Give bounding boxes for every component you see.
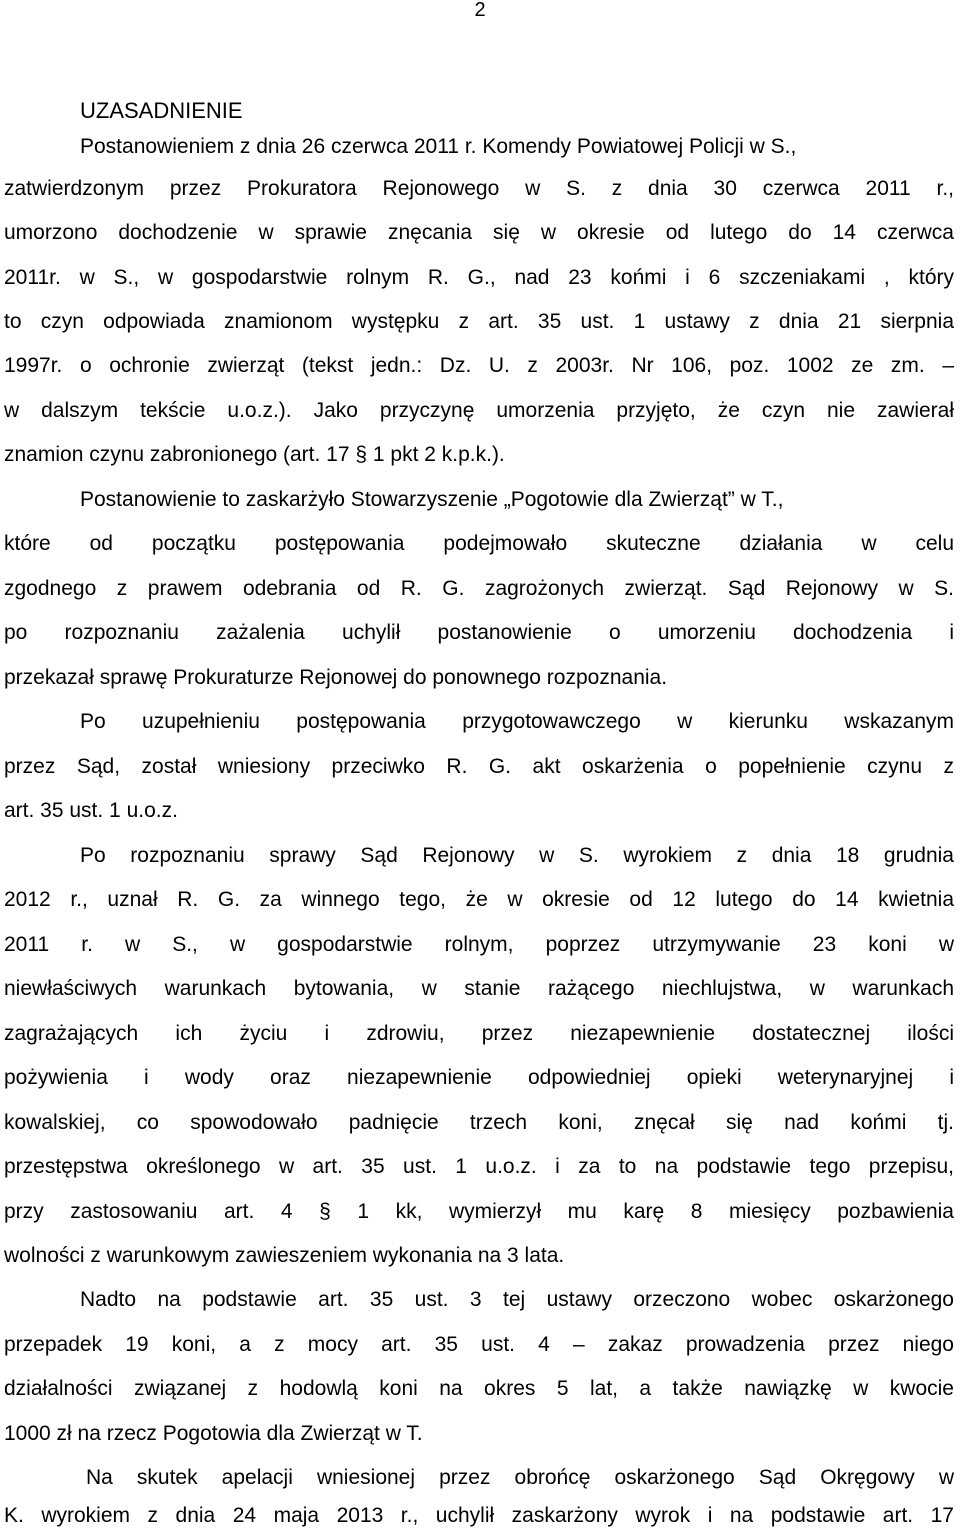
text-line: umorzono dochodzenie w sprawie znęcania się w okresie od lutego do 14 czerwca <box>4 221 954 244</box>
text-line: Postanowieniem z dnia 26 czerwca 2011 r. Komendy Powiatowej Policji w S., <box>80 135 797 158</box>
text-line: zagrażających ich życiu i zdrowiu, przez niezapewnienie dostatecznej ilości <box>4 1022 954 1045</box>
text-line: znamion czynu zabronionego (art. 17 § 1 pkt 2 k.p.k.). <box>4 443 505 466</box>
text-line: zatwierdzonym przez Prokuratora Rejonowego w S. z dnia 30 czerwca 2011 r., <box>4 177 954 200</box>
text-line: Postanowienie to zaskarżyło Stowarzyszenie „Pogotowie dla Zwierząt” w T., <box>80 488 784 511</box>
text-line: Na skutek apelacji wniesionej przez obrońcę oskarżonego Sąd Okręgowy w <box>86 1466 954 1489</box>
text-line: po rozpoznaniu zażalenia uchylił postanowienie o umorzeniu dochodzenia i <box>4 621 954 644</box>
text-line: 2012 r., uznał R. G. za winnego tego, że w okresie od 12 lutego do 14 kwietnia <box>4 888 954 911</box>
text-line: przez Sąd, został wniesiony przeciwko R. G. akt oskarżenia o popełnienie czynu z <box>4 755 954 778</box>
text-line: przepadek 19 koni, a z mocy art. 35 ust. 4 – zakaz prowadzenia przez niego <box>4 1333 954 1356</box>
text-line: kowalskiej, co spowodowało padnięcie trzech koni, znęcał się nad końmi tj. <box>4 1111 954 1134</box>
text-line: 2011r. w S., w gospodarstwie rolnym R. G., nad 23 końmi i 6 szczeniakami , który <box>4 266 954 289</box>
text-line: K. wyrokiem z dnia 24 maja 2013 r., uchylił zaskarżony wyrok i na podstawie art. 17 <box>4 1504 954 1527</box>
text-line: działalności związanej z hodowlą koni na okres 5 lat, a także nawiązkę w kwocie <box>4 1377 954 1400</box>
text-line: 1000 zł na rzecz Pogotowia dla Zwierząt w T. <box>4 1422 423 1445</box>
text-line: art. 35 ust. 1 u.o.z. <box>4 799 178 822</box>
text-line: które od początku postępowania podejmowało skuteczne działania w celu <box>4 532 954 555</box>
text-line: 1997r. o ochronie zwierząt (tekst jedn.: Dz. U. z 2003r. Nr 106, poz. 1002 ze zm. – <box>4 354 954 377</box>
text-line: w dalszym tekście u.o.z.). Jako przyczynę umorzenia przyjęto, że czyn nie zawierał <box>4 399 954 422</box>
text-line: przestępstwa określonego w art. 35 ust. 1 u.o.z. i za to na podstawie tego przepisu, <box>4 1155 954 1178</box>
text-line: Po rozpoznaniu sprawy Sąd Rejonowy w S. wyrokiem z dnia 18 grudnia <box>80 844 954 867</box>
text-line: wolności z warunkowym zawieszeniem wykonania na 3 lata. <box>4 1244 565 1267</box>
text-line: pożywienia i wody oraz niezapewnienie odpowiedniej opieki weterynaryjnej i <box>4 1066 954 1089</box>
text-line: przy zastosowaniu art. 4 § 1 kk, wymierzył mu karę 8 miesięcy pozbawienia <box>4 1200 954 1223</box>
text-line: to czyn odpowiada znamionom występku z art. 35 ust. 1 ustawy z dnia 21 sierpnia <box>4 310 954 333</box>
page-number: 2 <box>474 0 486 21</box>
text-line: przekazał sprawę Prokuraturze Rejonowej do ponownego rozpoznania. <box>4 666 668 689</box>
text-line: Nadto na podstawie art. 35 ust. 3 tej ustawy orzeczono wobec oskarżonego <box>80 1288 954 1311</box>
text-line: zgodnego z prawem odebrania od R. G. zagrożonych zwierząt. Sąd Rejonowy w S. <box>4 577 954 600</box>
text-line: 2011 r. w S., w gospodarstwie rolnym, poprzez utrzymywanie 23 koni w <box>4 933 954 956</box>
text-line: Po uzupełnieniu postępowania przygotowawczego w kierunku wskazanym <box>80 710 954 733</box>
document-title: UZASADNIENIE <box>80 98 243 123</box>
text-line: niewłaściwych warunkach bytowania, w stanie rażącego niechlujstwa, w warunkach <box>4 977 954 1000</box>
